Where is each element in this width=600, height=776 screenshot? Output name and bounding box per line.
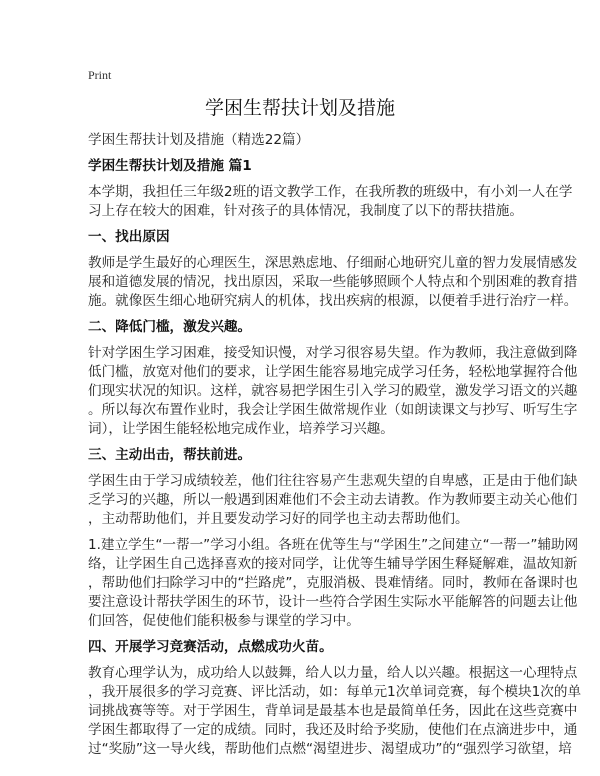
text-line: ，我开展很多的学习竞赛、评比活动，如：每单元1次单词竞赛，每个模块1次的单 [88, 684, 582, 700]
section-heading [88, 446, 528, 465]
text-line: 展和道德发展的情况，找出原因，采取一些能够照顾个人特点和个别困难的教育措 [88, 274, 578, 290]
text-line: 乏学习的兴趣，所以一般遇到困难他们不会主动去请教。作为教师要主动关心他们 [88, 492, 578, 508]
text-line: 一、找出原因 [88, 229, 170, 245]
text-line: 二、降低门槛，激发兴趣。 [88, 319, 252, 335]
text-line: 教育心理学认为，成功给人以鼓舞，给人以力量，给人以兴趣。根据这一心理特点 [88, 665, 578, 681]
text-line: 们现实状况的知识。这样，就容易把学困生引入学习的殿堂，激发学习语文的兴趣 [88, 383, 578, 399]
paragraph [88, 536, 579, 631]
text-line: 学困生帮扶计划及措施 篇1 [88, 158, 252, 174]
paragraph [88, 183, 573, 221]
paragraph [88, 254, 578, 311]
text-line: 四、开展学习竞赛活动，点燃成功火苗。 [88, 639, 333, 655]
text-line: 词挑战赛等等。对于学困生，背单词是最基本也是最简单任务，因此在这些竞赛中 [88, 703, 578, 719]
text-line: 本学期，我担任三年级2班的语文教学工作，在我所教的班级中，有小刘一人在学 [88, 184, 573, 200]
text-line: ，帮助他们扫除学习中的“拦路虎”，克服消极、畏难情绪。同时，教师在备课时也 [88, 575, 578, 591]
section-heading [88, 638, 528, 657]
section-heading [88, 228, 528, 247]
paragraph [88, 344, 578, 439]
text-line: 要注意设计帮扶学困生的环节，设计一些符合学困生实际水平能解答的问题去让他 [88, 594, 578, 610]
document-body [88, 131, 582, 766]
text-line: 学困生由于学习成绩较差，他们往往容易产生悲观失望的自卑感，正是由于他们缺 [88, 473, 578, 489]
text-line: 针对学困生学习困难，接受知识慢，对学习很容易失望。作为教师，我注意做到降 [88, 345, 578, 361]
text-line: 。所以每次布置作业时，我会让学困生做常规作业（如朗读课文与抄写、听写生字 [88, 402, 578, 418]
page-title: 学困生帮扶计划及措施 [204, 97, 395, 119]
text-line: 络，让学困生自己选择喜欢的接对同学，让优等生辅导学困生释疑解难，温故知新 [88, 556, 578, 572]
text-line: 施。就像医生细心地研究病人的机体，找出疾病的根源，以便着手进行治疗一样。 [88, 293, 578, 309]
text-line: 们回答，促使他们能积极参与课堂的学习中。 [88, 613, 360, 629]
text-line: 三、主动出击，帮扶前进。 [88, 447, 252, 463]
text-line: 习上存在较大的困难，针对孩子的具体情况，我制度了以下的帮扶措施。 [88, 203, 523, 219]
print-link[interactable]: Print [88, 68, 112, 82]
text-line: 低门槛，放宽对他们的要求，让学困生能容易地完成学习任务，轻松地掌握符合他 [88, 364, 578, 380]
text-line: 学困生都取得了一定的成绩。同时，我还及时给予奖励，使他们在点滴进步中，通 [88, 722, 578, 738]
section-heading [88, 157, 528, 176]
paragraph [88, 664, 582, 759]
paragraph [88, 472, 578, 529]
text-line: 学困生帮扶计划及措施（精选22篇） [88, 132, 310, 148]
section-heading [88, 318, 528, 337]
text-line: 1.建立学生“一帮一”学习小组。各班在优等生与“学困生”之间建立“一帮一”辅助网 [88, 537, 579, 553]
text-line: ，主动帮助他们，并且要发动学习好的同学也主动去帮助他们。 [88, 511, 469, 527]
text-line: 过“奖励”这一导火线，帮助他们点燃“渴望进步、渴望成功”的“强烈学习欲望，培 [88, 741, 572, 757]
paragraph [88, 131, 528, 150]
text-line: 教师是学生最好的心理医生，深思熟虑地、仔细耐心地研究儿童的智力发展情感发 [88, 255, 578, 271]
text-line: 词），让学困生能轻松地完成作业，培养学习兴趣。 [88, 421, 394, 437]
